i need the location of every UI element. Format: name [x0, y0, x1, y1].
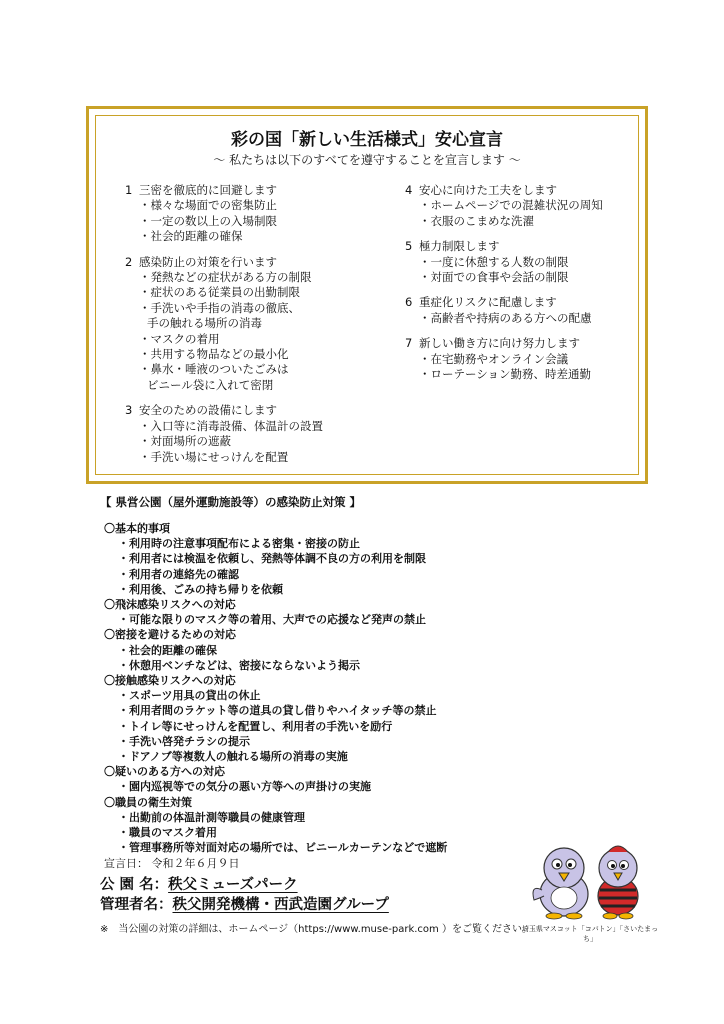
declaration-section-1 [125, 183, 375, 245]
manager-label: 管理者名： [100, 897, 173, 913]
footnote: ※ 当公園の対策の詳細は、ホームページ（https://www.muse-park.com ）をご覧ください。 [100, 924, 532, 935]
measure-item: ・利用後、ごみの持ち帰りを依頼 [118, 582, 283, 596]
declaration-section-7 [405, 336, 635, 382]
list-item: ・ローテーション勤務、時差通勤 [419, 367, 592, 382]
mascot-caption: 埼玉県マスコット「コバトン」「さいたまっち」 [521, 925, 659, 943]
manager-row [100, 893, 389, 914]
list-item: ・鼻水・唾液のついたごみは ビニール袋に入れて密閉 [125, 362, 375, 393]
declaration-date [104, 855, 240, 871]
list-item: ・発熱などの症状がある方の制限 [139, 270, 312, 285]
measure-item: ・手洗い啓発チラシの提示 [118, 734, 250, 748]
date-value: 令和２年６月９日 [151, 857, 240, 870]
measure-item: ・園内巡視等での気分の悪い方等への声掛けの実施 [118, 780, 371, 794]
section-number: 6 [405, 295, 413, 310]
measure-heading: 〇基本的事項 [104, 522, 170, 535]
section-title: 新しい働き方に向け努力します [419, 336, 580, 351]
declaration-frame [86, 106, 648, 484]
park-name-value: 秩父ミューズパーク [168, 877, 298, 893]
list-item-continuation: 手の触れる場所の消毒 [147, 316, 262, 331]
kobaton-mascot-icon [533, 848, 588, 919]
mascot-illustration [524, 840, 654, 920]
section-number: 5 [405, 239, 413, 254]
list-item: ・対面での食事や会話の制限 [419, 270, 569, 285]
measure-item: ・スポーツ用具の貸出の休止 [118, 689, 261, 703]
section-number: 1 [125, 183, 133, 197]
park-measures-title: 【 県営公園（屋外運動施設等）の感染防止対策 】 [100, 495, 362, 509]
section-number: 2 [125, 254, 133, 269]
measure-item: ・ドアノブ等複数人の触れる場所の消毒の実施 [118, 750, 348, 764]
measure-item: ・社会的距離の確保 [118, 643, 217, 657]
saitamacchi-mascot-icon [598, 846, 638, 919]
list-item: ・手洗い場にせっけんを配置 [139, 449, 289, 464]
list-item: ・手洗いや手指の消毒の徹底、 手の触れる場所の消毒 [125, 301, 375, 332]
section-number: 7 [405, 336, 413, 351]
list-item-continuation: ビニール袋に入れて密閉 [147, 377, 274, 392]
list-item: ・マスクの着用 [139, 331, 220, 346]
declaration-subtitle: ～ 私たちは以下のすべてを遵守することを宣言します ～ [213, 153, 521, 167]
date-label: 宣言日： [104, 857, 148, 870]
declaration-section-4 [405, 183, 635, 229]
section-title: 安心に向けた工夫をします [419, 183, 557, 197]
list-item: ・在宅勤務やオンライン会議 [419, 351, 569, 366]
measure-item: ・利用者間のラケット等の道具の貸し借りやハイタッチ等の禁止 [118, 704, 437, 718]
declaration-section-6 [405, 295, 635, 326]
list-item: ・共用する物品などの最小化 [139, 347, 289, 362]
measure-item: ・休憩用ベンチなどは、密接にならないよう掲示 [118, 658, 360, 672]
declaration-section-5 [405, 239, 635, 285]
park-name-row [100, 873, 298, 894]
measure-item: ・トイレ等にせっけんを配置し、利用者の手洗いを励行 [118, 719, 393, 733]
measure-item: ・職員のマスク着用 [118, 826, 217, 840]
measure-item: ・利用者には検温を依頼し、発熱等体調不良の方の利用を制限 [118, 552, 426, 566]
park-name-label: 公 園 名： [100, 877, 169, 893]
manager-value: 秩父開発機構・西武造園グループ [172, 897, 389, 913]
declaration-title: 彩の国「新しい生活様式」安心宣言 [231, 130, 503, 150]
measure-item: ・出勤前の体温計測等職員の健康管理 [118, 810, 305, 824]
declaration-left-column [125, 183, 375, 475]
measure-item: ・可能な限りのマスク等の着用、大声での応援など発声の禁止 [118, 613, 426, 627]
list-item: ・一度に休憩する人数の制限 [419, 254, 569, 269]
section-number: 3 [125, 403, 133, 418]
measure-item: ・利用者の連絡先の確認 [118, 567, 239, 581]
declaration-section-2 [125, 255, 375, 394]
list-item: ・一定の数以上の入場制限 [139, 213, 277, 228]
section-title: 重症化リスクに配慮します [419, 295, 557, 310]
section-title: 三密を徹底的に回避します [139, 183, 277, 197]
measure-heading: 〇職員の衛生対策 [104, 795, 192, 809]
list-item: ・入口等に消毒設備、体温計の設置 [139, 418, 323, 433]
section-title: 感染防止の対策を行います [139, 254, 277, 269]
measure-heading: 〇飛沫感染リスクへの対応 [104, 598, 236, 612]
list-item: ・高齢者や持病のある方への配慮 [419, 310, 592, 325]
measure-heading: 〇接触感染リスクへの対応 [104, 674, 236, 688]
section-number: 4 [405, 183, 413, 197]
measure-heading: 〇疑いのある方への対応 [104, 765, 225, 779]
declaration-section-3 [125, 403, 375, 465]
list-item: ・社会的距離の確保 [139, 229, 243, 244]
measure-heading: 〇密接を避けるための対応 [104, 628, 236, 642]
list-item: ・症状のある従業員の出勤制限 [139, 285, 300, 300]
measure-item: ・管理事務所等対面対応の場所では、ビニールカーテンなどで遮断 [118, 841, 448, 855]
section-title: 安全のための設備にします [139, 403, 277, 418]
section-title: 極力制限します [419, 239, 500, 254]
park-measures-list [104, 521, 624, 855]
measure-item: ・利用時の注意事項配布による密集・密接の防止 [118, 537, 360, 551]
list-item: ・衣服のこまめな洗濯 [419, 213, 534, 228]
list-item: ・対面場所の遮蔽 [139, 434, 231, 449]
list-item: ・ホームページでの混雑状況の周知 [419, 198, 603, 213]
declaration-right-column [405, 183, 635, 392]
list-item: ・様々な場面での密集防止 [139, 198, 277, 213]
